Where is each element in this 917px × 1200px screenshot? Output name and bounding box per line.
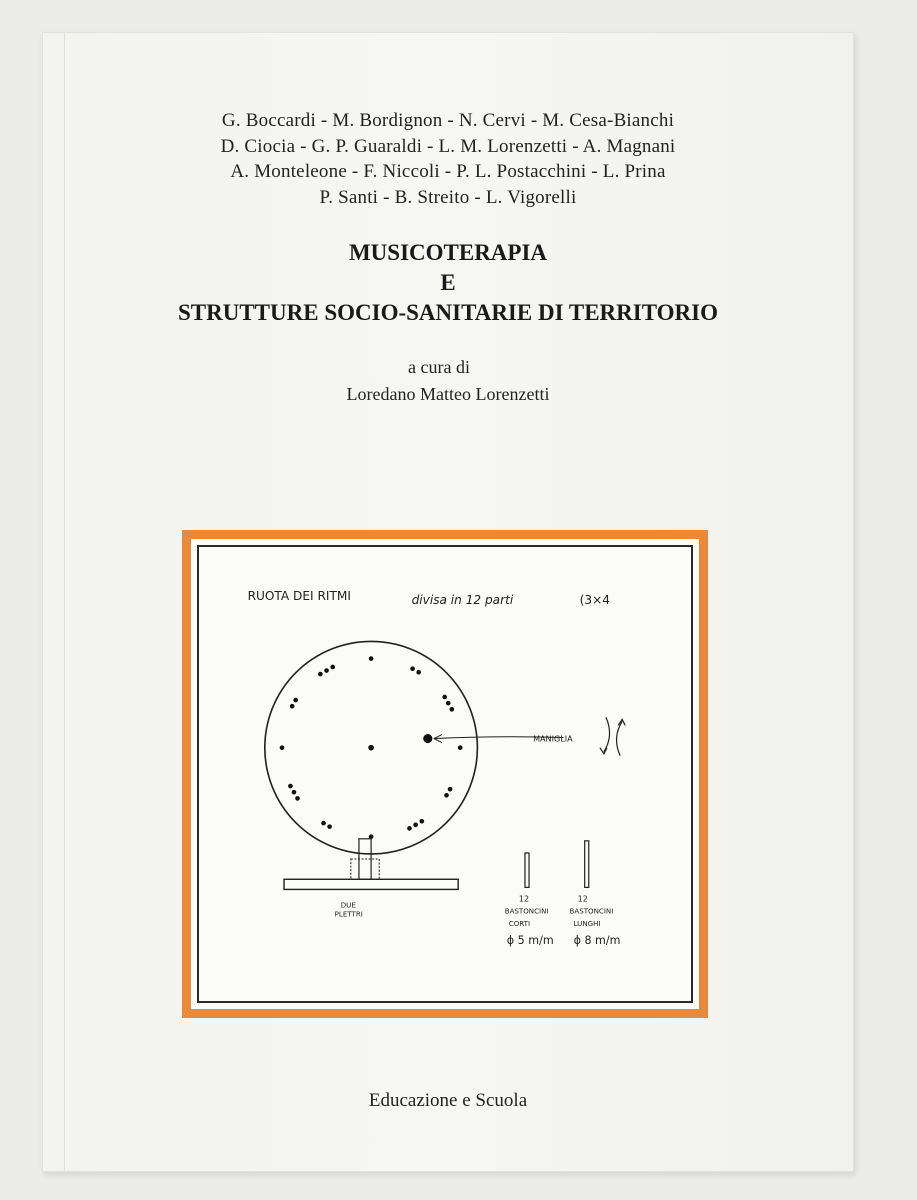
long-sticks-type: LUNGHI: [573, 918, 601, 928]
wheel-hole: [288, 784, 293, 789]
book-cover: [42, 32, 854, 1172]
long-stick: [585, 841, 589, 888]
author-list: [42, 108, 854, 210]
wheel-hole: [449, 707, 454, 712]
wheel-hole: [295, 796, 300, 801]
wheel-hole: [330, 665, 335, 670]
short-sticks-diameter: ϕ 5 m/m: [506, 934, 554, 948]
wheel-hole: [293, 698, 298, 703]
short-sticks-type: CORTI: [508, 918, 531, 928]
handle-label: MANIGLIA: [533, 733, 573, 744]
wheel-hole: [442, 695, 447, 700]
book-title: [42, 238, 854, 328]
editor-credit: [42, 354, 854, 408]
plectrum-holder: [351, 859, 379, 879]
title-line-3: STRUTTURE SOCIO-SANITARIE DI TERRITORIO: [177, 300, 718, 325]
short-sticks-count: 12: [518, 893, 530, 904]
short-sticks-label: BASTONCINI: [504, 906, 549, 916]
rotation-arrow-up: [617, 721, 623, 755]
plectra-label-1: DUE: [340, 900, 356, 910]
editor-label: a cura di: [408, 357, 470, 377]
wheel-hole: [327, 824, 332, 829]
wheel-hole: [448, 787, 453, 792]
rhythm-wheel-drawing: [199, 547, 691, 1001]
long-sticks-diameter: ϕ 8 m/m: [573, 934, 621, 948]
drawing-subheading: divisa in 12 parti: [411, 592, 514, 607]
wheel-hole: [407, 826, 412, 831]
wheel-hole: [419, 819, 424, 824]
wheel-hole: [446, 701, 451, 706]
author-line: A. Monteleone - F. Niccoli - P. L. Postacchini - L. Prina: [230, 161, 666, 182]
long-sticks-count: 12: [577, 893, 588, 904]
wheel-hole: [413, 822, 418, 827]
rotation-arrow-down: [604, 717, 610, 751]
rotation-arrow-down-head: [600, 748, 607, 754]
author-line: G. Boccardi - M. Bordignon - N. Cervi - M. Cesa-Bianchi: [221, 110, 675, 131]
wheel-handle-knob: [423, 734, 432, 743]
wheel-center: [368, 745, 374, 751]
short-stick: [525, 853, 529, 887]
wheel-hole: [416, 670, 421, 675]
wheel-hole: [280, 745, 285, 750]
long-sticks-label: BASTONCINI: [569, 906, 614, 916]
wheel-hole: [369, 656, 374, 661]
publisher-name: Educazione e Scuola: [368, 1090, 528, 1111]
stand-base: [284, 879, 458, 889]
editor-name: Loredano Matteo Lorenzetti: [346, 384, 550, 404]
wheel-hole: [410, 666, 415, 671]
wheel-hole: [318, 672, 323, 677]
author-line: D. Ciocia - G. P. Guaraldi - L. M. Lorenzetti - A. Magnani: [220, 135, 676, 157]
wheel-hole: [458, 745, 463, 750]
wheel-hole: [290, 704, 295, 709]
wheel-hole: [321, 821, 326, 826]
illustration-border: [197, 545, 693, 1003]
drawing-heading: RUOTA DEI RITMI: [247, 588, 351, 603]
wheel-hole: [292, 790, 297, 795]
rhythm-wheel: [265, 641, 478, 854]
drawing-ratio: (3×4: [579, 592, 610, 607]
illustration-frame: [182, 530, 708, 1018]
wheel-hole: [324, 668, 329, 673]
title-line-2: E: [440, 270, 456, 295]
author-line: P. Santi - B. Streito - L. Vigorelli: [319, 186, 577, 208]
wheel-hole: [444, 793, 449, 798]
plectra-label-2: PLETTRI: [334, 909, 363, 919]
title-line-1: MUSICOTERAPIA: [348, 240, 548, 265]
